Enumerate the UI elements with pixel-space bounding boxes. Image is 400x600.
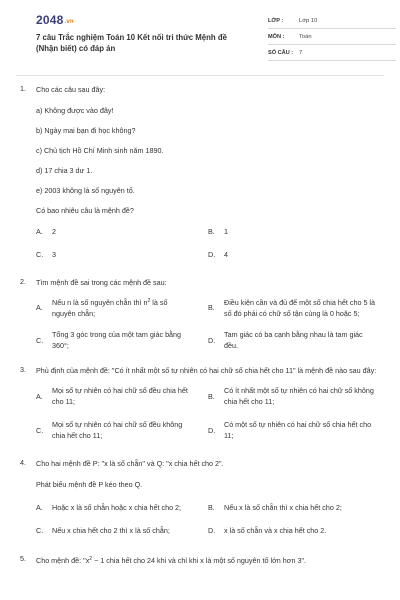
site-logo[interactable] <box>36 13 74 27</box>
option-text: Nếu x chia hết cho 2 thì x là số chẵn; <box>52 526 170 535</box>
option-letter: D. <box>208 335 216 345</box>
option-text: 2 <box>52 227 56 236</box>
option-a[interactable] <box>36 226 208 237</box>
superscript: 2 <box>89 556 93 562</box>
option-d[interactable] <box>208 419 380 441</box>
option-letter: A. <box>36 303 43 312</box>
question-text: Tìm mệnh đề sai trong các mệnh đề sau: <box>36 278 167 287</box>
options <box>36 502 378 536</box>
statement-e: e) 2003 không là số nguyên tố. <box>36 186 135 195</box>
option-letter: B. <box>208 503 215 512</box>
option-letter: D. <box>208 250 216 259</box>
option-a[interactable] <box>36 502 208 513</box>
meta-info <box>268 14 396 62</box>
option-b[interactable] <box>208 296 380 319</box>
option-d[interactable] <box>208 329 380 351</box>
option-a[interactable] <box>36 296 208 319</box>
question-2 <box>0 277 400 351</box>
option-text: Hoặc x là số chẵn hoặc x chia hết cho 2; <box>52 503 182 512</box>
option-text <box>52 296 192 319</box>
option-text: 3 <box>52 250 56 259</box>
option-b[interactable] <box>208 385 380 407</box>
statement-d: d) 17 chia 3 dư 1. <box>36 166 93 175</box>
option-letter: A. <box>36 227 43 236</box>
question-number: 4. <box>20 458 26 467</box>
option-c[interactable] <box>36 249 208 260</box>
question-list <box>0 80 400 566</box>
option-text: Điều kiện cần và đủ để một số chia hết cho 5 là số đó phải có chữ số tận cùng là 0 hoặc 5; <box>224 297 376 318</box>
option-text: Tổng 3 góc trong của một tam giác bằng 360°; <box>52 330 182 350</box>
class-label: LỚP : <box>268 17 284 24</box>
option-text: Mọi số tự nhiên có hai chữ số đều không chia hết cho 11; <box>52 420 183 440</box>
option-d[interactable] <box>208 525 380 536</box>
option-text: Có ít nhất một số tự nhiên có hai chữ số không chia hết cho 11; <box>224 386 374 406</box>
count-value: 7 <box>299 49 303 56</box>
option-text: Nếu x là số chẵn thì x chia hết cho 2; <box>224 503 342 512</box>
option-text: x là số chẵn và x chia hết cho 2. <box>224 526 327 535</box>
statement-c: c) Chủ tịch Hồ Chí Minh sinh năm 1890. <box>36 146 164 155</box>
logo-text: 2048 <box>36 13 64 27</box>
option-letter: A. <box>36 391 43 401</box>
option-text-end: là số nguyên chẵn; <box>52 298 168 318</box>
question-number: 3. <box>20 365 26 374</box>
question-prompt: Phát biểu mệnh đề P kéo theo Q. <box>36 480 143 489</box>
question-text: Cho hai mệnh đề P: "x là số chẵn" và Q: "x chia hết cho 2". <box>36 459 224 468</box>
option-b[interactable] <box>208 226 380 237</box>
option-c[interactable] <box>36 329 208 351</box>
option-text: Tam giác có ba cạnh bằng nhau là tam giác đều. <box>224 330 363 350</box>
question-number: 1. <box>20 84 26 93</box>
statement-a: a) Không được vào đây! <box>36 106 114 115</box>
options <box>36 226 378 260</box>
option-letter: B. <box>208 303 215 312</box>
option-text: Có một số tự nhiên có hai chữ số chia hết cho 11; <box>224 420 372 440</box>
option-b[interactable] <box>208 502 380 513</box>
count-label: SỐ CÂU : <box>268 49 294 56</box>
question-3 <box>0 365 400 441</box>
question-prompt: Có bao nhiêu câu là mệnh đề? <box>36 206 134 215</box>
option-c[interactable] <box>36 419 208 441</box>
meta-count-row <box>268 46 396 61</box>
question-4 <box>0 458 400 536</box>
question-5 <box>0 554 400 566</box>
option-text-start: Nếu n là số nguyên chẵn thì n <box>52 298 148 307</box>
option-letter: C. <box>36 335 44 345</box>
question-1 <box>0 84 400 260</box>
option-text: 4 <box>224 250 228 259</box>
superscript: 2 <box>147 298 151 304</box>
question-text: Cho các câu sau đây: <box>36 85 106 94</box>
worksheet-header <box>16 0 384 62</box>
statement-b: b) Ngày mai bạn đi học không? <box>36 126 136 135</box>
option-letter: A. <box>36 503 43 512</box>
option-text: 1 <box>224 227 228 236</box>
page-title: 7 câu Trắc nghiệm Toán 10 Kết nối tri thức Mệnh đề (Nhận biết) có đáp án <box>36 33 227 53</box>
question-text-start: Cho mệnh đề: "x <box>36 556 90 565</box>
options <box>36 385 378 441</box>
option-letter: B. <box>208 227 215 236</box>
header-divider <box>16 75 384 76</box>
option-letter: B. <box>208 391 215 401</box>
logo-suffix: .vn <box>64 19 74 25</box>
option-text: Mọi số tự nhiên có hai chữ số đều chia hết cho 11; <box>52 386 188 406</box>
question-text-end: − 1 chia hết cho 24 khi và chỉ khi x là một số nguyên tố lớn hơn 3". <box>92 556 307 565</box>
meta-subject-row <box>268 30 396 45</box>
question-text <box>36 554 378 566</box>
class-value: Lớp 10 <box>299 17 318 24</box>
subject-value: Toán <box>299 33 312 40</box>
meta-class-row <box>268 14 396 29</box>
option-letter: D. <box>208 425 216 435</box>
option-a[interactable] <box>36 385 208 407</box>
options <box>36 296 378 351</box>
question-text: Phủ định của mệnh đề: "Có ít nhất một số tự nhiên có hai chữ số chia hết cho 11" là mệnh đề nào sau đây: <box>36 366 377 375</box>
question-number: 2. <box>20 277 26 286</box>
option-letter: C. <box>36 425 44 435</box>
subject-label: MÔN : <box>268 33 285 40</box>
option-d[interactable] <box>208 249 380 260</box>
option-letter: D. <box>208 526 216 535</box>
option-letter: C. <box>36 250 44 259</box>
option-letter: C. <box>36 526 44 535</box>
option-c[interactable] <box>36 525 208 536</box>
question-number: 5. <box>20 554 26 563</box>
